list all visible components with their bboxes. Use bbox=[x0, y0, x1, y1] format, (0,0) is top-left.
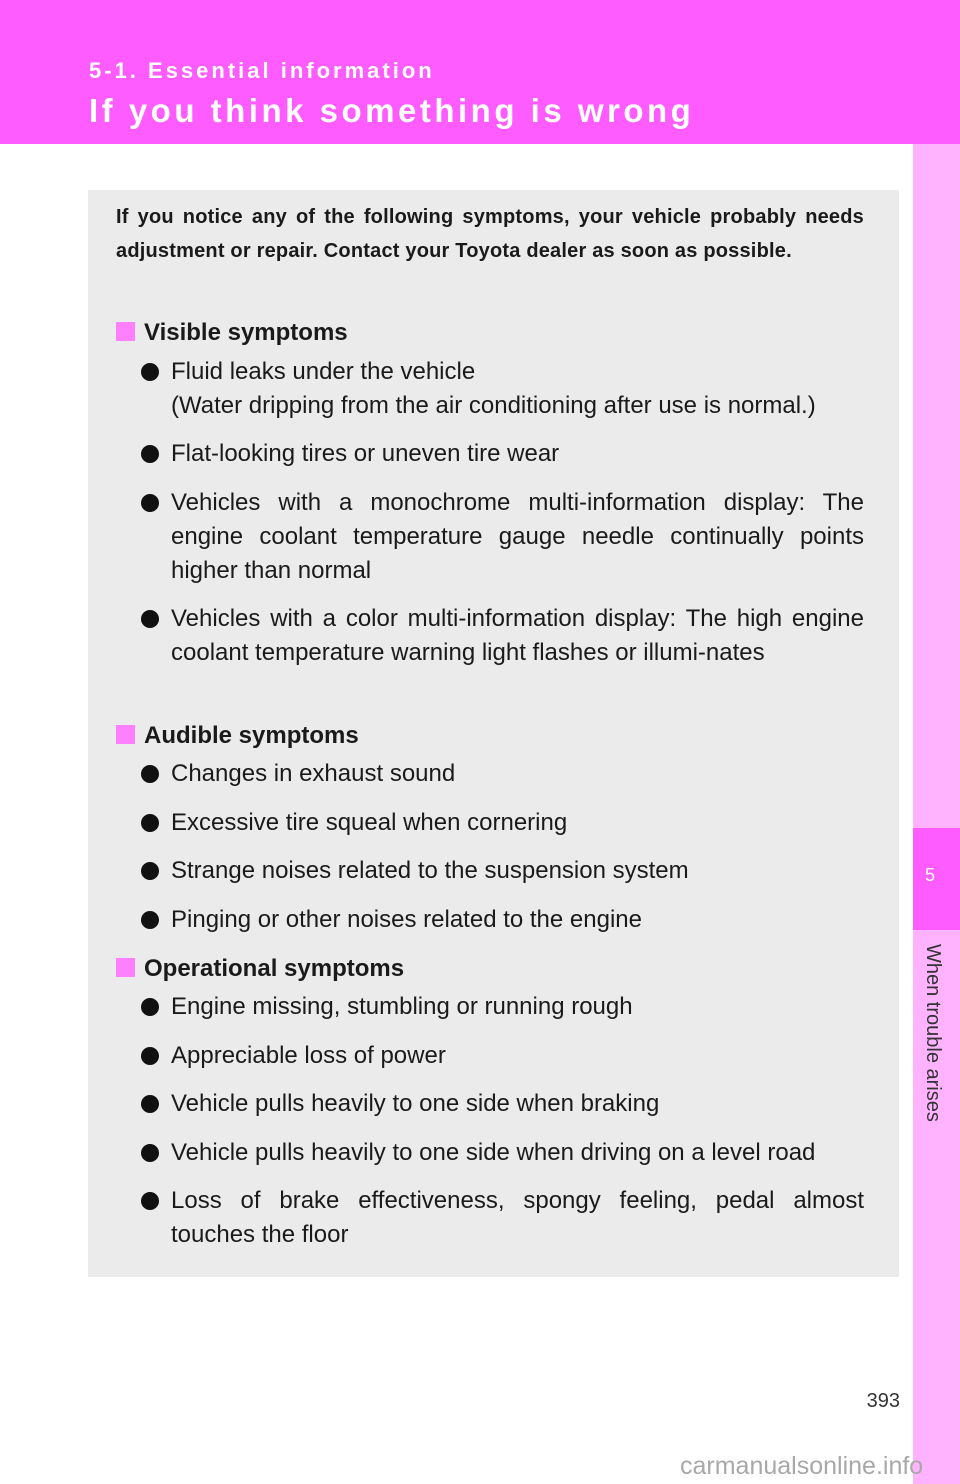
header-band bbox=[0, 0, 960, 144]
square-marker-icon bbox=[116, 725, 135, 744]
list-item: Engine missing, stumbling or running rough bbox=[141, 990, 864, 1024]
section-label: 5-1. Essential information bbox=[89, 58, 435, 83]
list-item: Vehicle pulls heavily to one side when braking bbox=[141, 1087, 864, 1121]
bullet-dot-icon bbox=[141, 1095, 159, 1113]
bullet-dot-icon bbox=[141, 814, 159, 832]
intro-paragraph: If you notice any of the following symptoms, your vehicle probably needs adjustment or repair. Contact your Toyota dealer as soon as possible. bbox=[116, 206, 864, 262]
list-item: Loss of brake effectiveness, spongy feeling, pedal almost touches the floor bbox=[141, 1184, 864, 1252]
list-item: Fluid leaks under the vehicle (Water dripping from the air conditioning after use is normal.) bbox=[141, 355, 864, 423]
bullet-dot-icon bbox=[141, 494, 159, 512]
square-marker-icon bbox=[116, 322, 135, 341]
list-item: Vehicles with a monochrome multi-information display: The engine coolant temperature gauge needle continually points higher than normal bbox=[141, 486, 864, 588]
bullet-dot-icon bbox=[141, 610, 159, 628]
chapter-tab-number: 5 bbox=[924, 865, 935, 885]
list-item-note: (Water dripping from the air conditioning after use is normal.) bbox=[171, 392, 816, 419]
list-item: Changes in exhaust sound bbox=[141, 757, 864, 791]
square-marker-icon bbox=[116, 958, 135, 977]
page-number: 393 bbox=[866, 1390, 900, 1412]
list-item: Appreciable loss of power bbox=[141, 1039, 864, 1073]
section-heading-audible: Audible symptoms bbox=[116, 722, 359, 750]
chapter-label: When trouble arises bbox=[922, 944, 944, 1122]
list-item: Strange noises related to the suspension system bbox=[141, 854, 864, 888]
bullet-dot-icon bbox=[141, 998, 159, 1016]
bullet-dot-icon bbox=[141, 363, 159, 381]
list-item: Vehicles with a color multi-information display: The high engine coolant temperature warning light flashes or illumi-nates bbox=[141, 602, 864, 670]
content-box bbox=[88, 190, 899, 1277]
list-item: Excessive tire squeal when cornering bbox=[141, 806, 864, 840]
bullet-dot-icon bbox=[141, 1192, 159, 1210]
list-item: Vehicle pulls heavily to one side when driving on a level road bbox=[141, 1136, 864, 1170]
bullet-dot-icon bbox=[141, 1144, 159, 1162]
bullet-dot-icon bbox=[141, 1047, 159, 1065]
bullet-dot-icon bbox=[141, 765, 159, 783]
bullet-dot-icon bbox=[141, 862, 159, 880]
list-item: Pinging or other noises related to the engine bbox=[141, 903, 864, 937]
section-heading-operational: Operational symptoms bbox=[116, 955, 404, 983]
list-item: Flat-looking tires or uneven tire wear bbox=[141, 437, 864, 471]
side-strip bbox=[913, 144, 960, 1484]
bullet-dot-icon bbox=[141, 445, 159, 463]
watermark: carmanualsonline.info bbox=[680, 1452, 924, 1480]
bullet-dot-icon bbox=[141, 911, 159, 929]
section-heading-visible: Visible symptoms bbox=[116, 319, 348, 347]
page-title: If you think something is wrong bbox=[89, 92, 695, 129]
